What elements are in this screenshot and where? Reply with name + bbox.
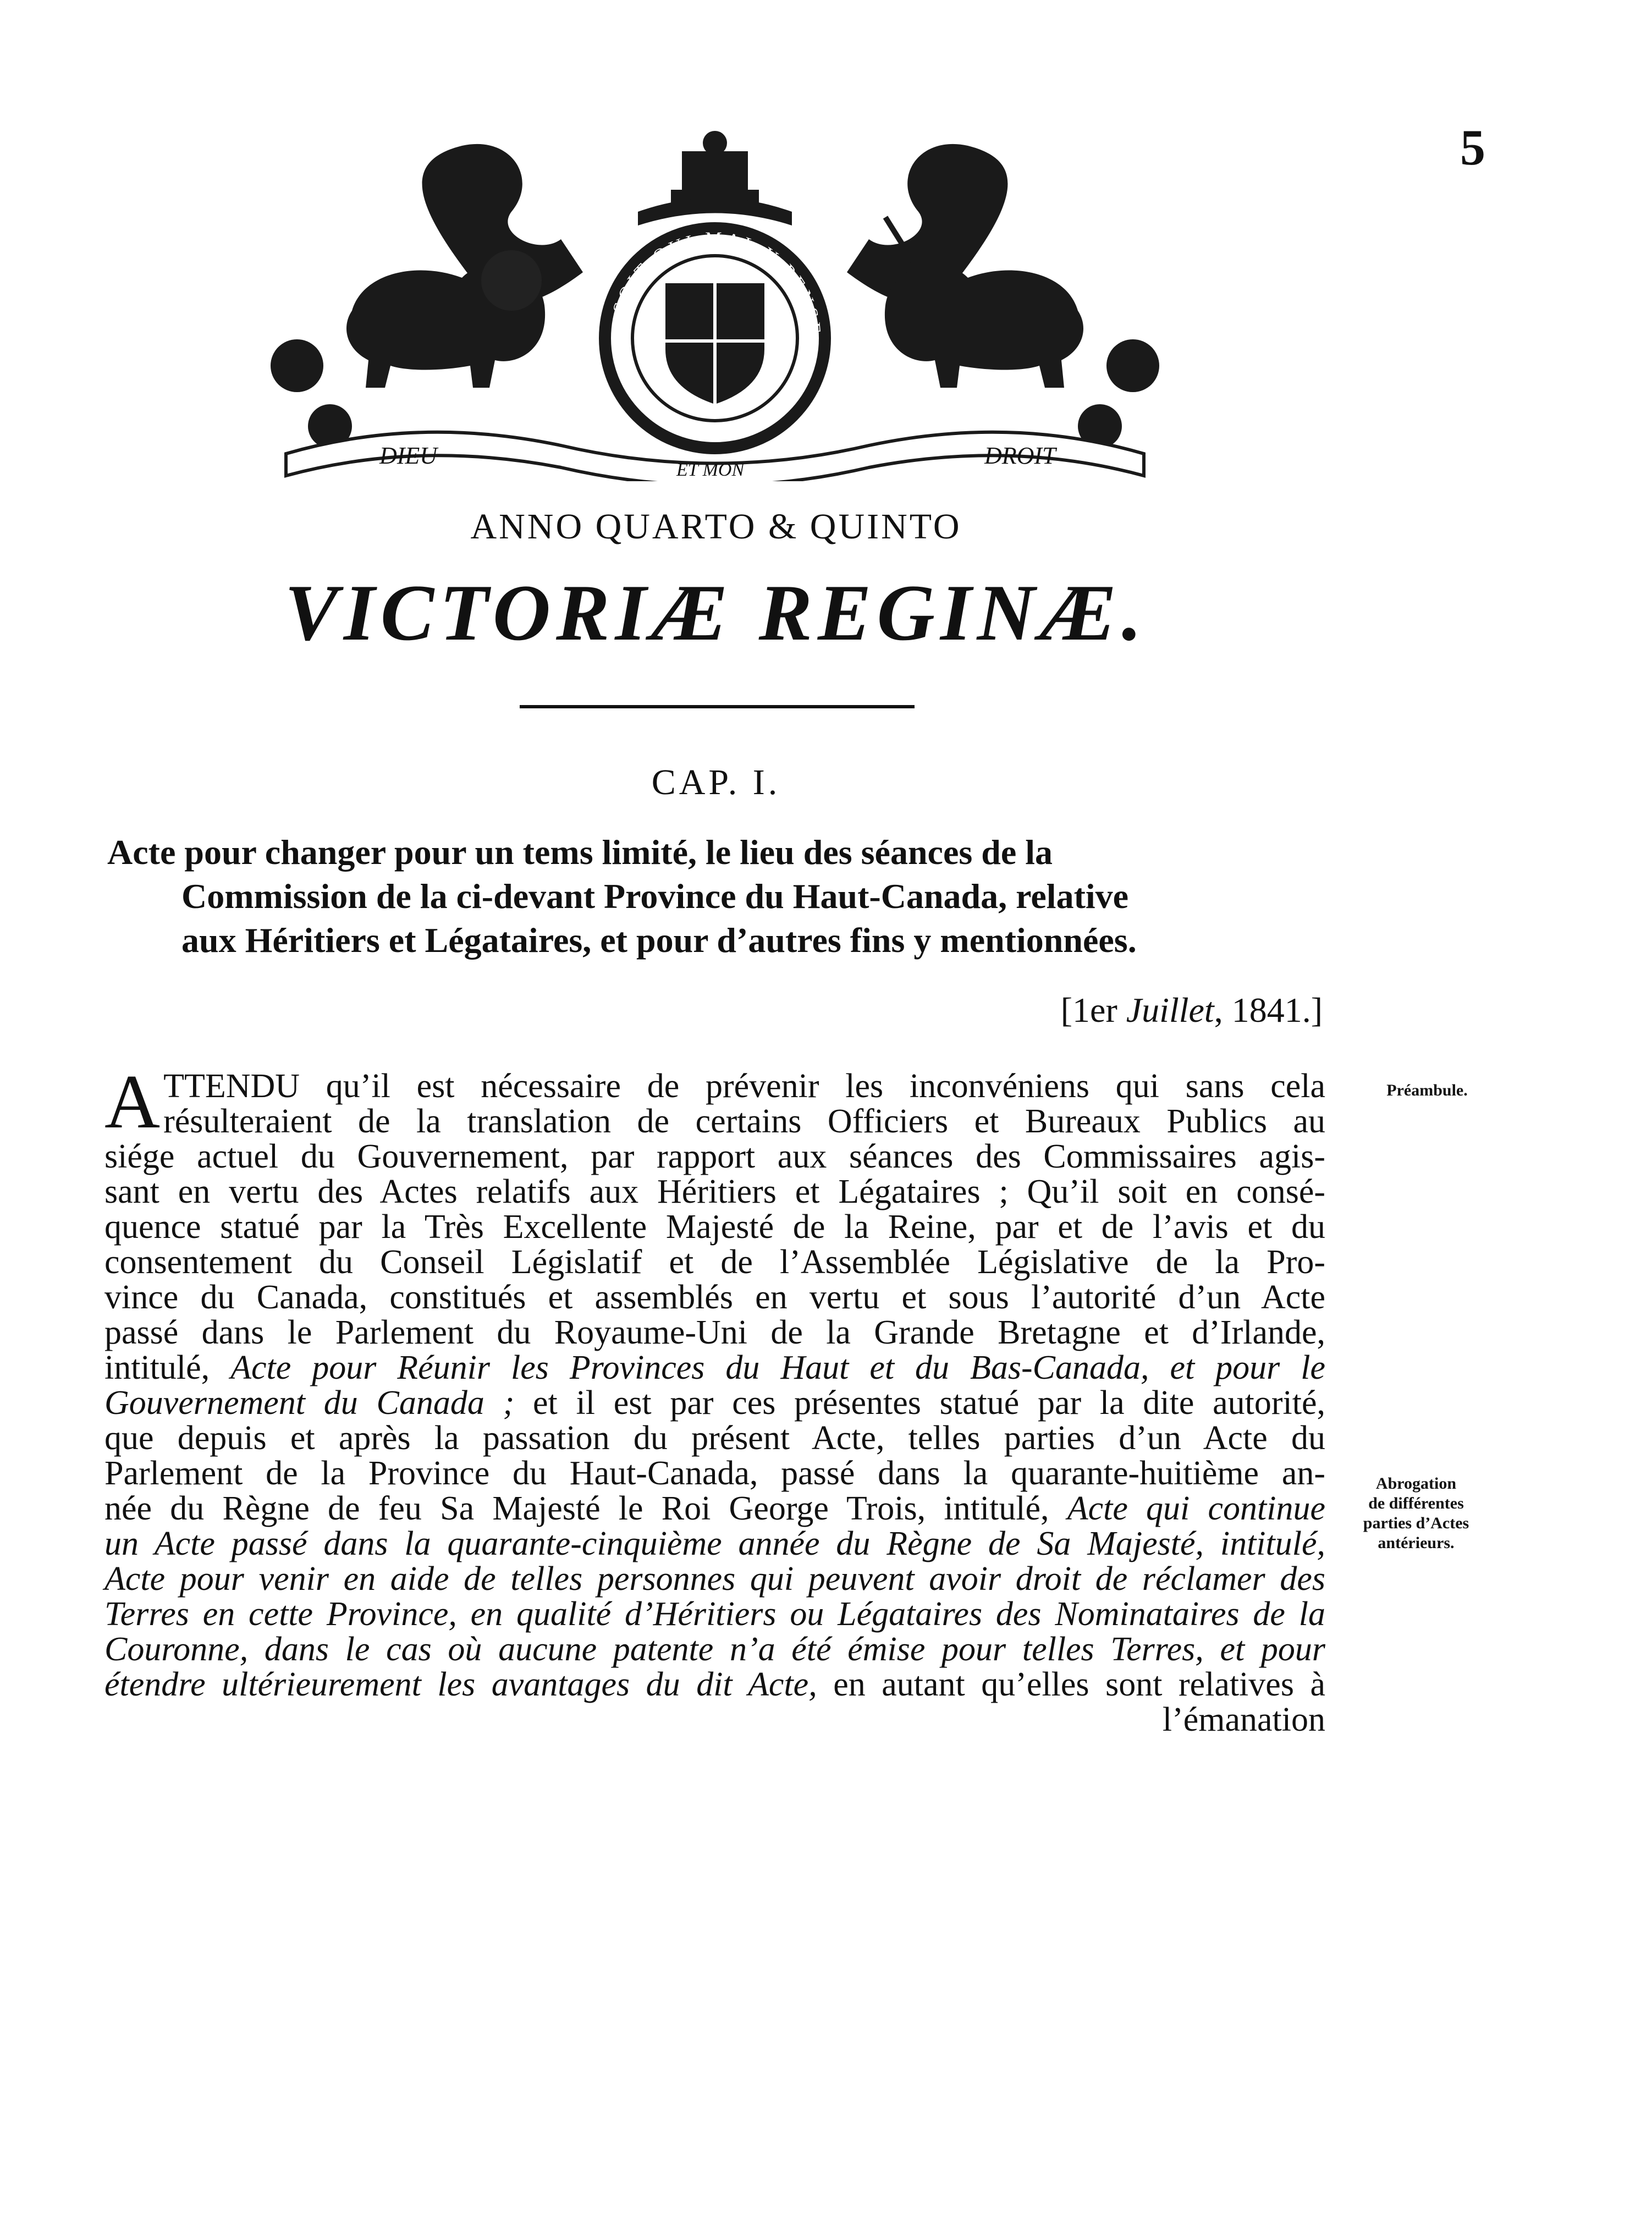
page-number: 5 [1460, 119, 1485, 175]
act-title-line: Acte pour changer pour un tems limité, le lieu des séances de la [107, 833, 1053, 872]
text-line: que depuis et après la passation du présent Acte, telles parties d’un Acte du [104, 1419, 1325, 1457]
text-segment-italic: un Acte passé dans la quarante-cinquième année du Règne de Sa Majesté, intitulé, [104, 1525, 1325, 1562]
text-segment-italic: Gouvernement du Canada ; [104, 1384, 515, 1422]
text-segment-italic: Acte pour venir en aide de telles personnes qui peuvent avoir droit de réclamer des [104, 1560, 1325, 1598]
text-segment-italic: étendre ultérieurement les avantages du dit Acte, [104, 1666, 817, 1703]
date-year: , 1841.] [1214, 990, 1323, 1030]
shield-icon [605, 228, 825, 448]
date-month: Juillet [1126, 990, 1214, 1030]
text-segment: en autant qu’elles sont relatives à [817, 1666, 1325, 1703]
text-segment-italic: Couronne, dans le cas où aucune patente n’a été émise pour telles Terres, et pour [104, 1631, 1325, 1668]
text-line: Parlement de la Province du Haut-Canada, passé dans la quarante-huitième an- [104, 1455, 1325, 1492]
text-segment-italic: Terres en cette Province, en qualité d’Héritiers ou Légataires des Nominataires de la [104, 1595, 1325, 1633]
text-line [104, 1597, 1325, 1632]
anno-heading: ANNO QUARTO & QUINTO [470, 507, 962, 547]
text-line [104, 1350, 1325, 1385]
text-segment-italic: Acte qui continue [1067, 1490, 1325, 1527]
act-title [107, 830, 1328, 962]
drop-cap: A [104, 1059, 161, 1144]
act-date [825, 990, 1323, 1031]
margin-note-line: Abrogation [1375, 1474, 1457, 1493]
margin-note-abrogation [1336, 1474, 1496, 1553]
text-line [104, 1385, 1325, 1421]
text-line [104, 1526, 1325, 1561]
text-line: résulteraient de la translation de certains Officiers et Bureaux Publics au [163, 1103, 1325, 1140]
text-segment-italic: Acte pour Réunir les Provinces du Haut et du Bas-Canada, et pour le [230, 1349, 1325, 1386]
text-line [104, 1667, 1325, 1702]
scroll-left-text: DIEU [379, 442, 438, 469]
text-segment: intitulé, [104, 1349, 231, 1386]
text-line: sant en vertu des Actes relatifs aux Héritiers et Légataires ; Qu’il soit en consé- [104, 1173, 1325, 1210]
date-day: [1er [1060, 990, 1126, 1030]
scroll-center-text: ET MON [676, 460, 745, 480]
text-line [104, 1491, 1325, 1526]
title-divider [520, 705, 915, 708]
text-line: consentement du Conseil Législatif et de l’Assemblée Législative de la Pro- [104, 1243, 1325, 1281]
text-segment: et il est par ces présentes statué par la dite autorité, [514, 1384, 1325, 1422]
margin-note-line: parties d’Actes [1363, 1514, 1469, 1532]
lion-icon [346, 250, 545, 388]
text-segment: née du Règne de feu Sa Majesté le Roi George Trois, intitulé, [104, 1490, 1067, 1527]
text-line: vince du Canada, constitués et assemblés en vertu et sous l’autorité d’un Acte [104, 1279, 1325, 1316]
catchword: l’émanation [1162, 1701, 1325, 1738]
act-title-line: aux Héritiers et Légataires, et pour d’autres fins y mentionnées. [181, 921, 1137, 960]
text-line: TTENDU qu’il est nécessaire de prévenir les inconvéniens qui sans cela [163, 1067, 1325, 1105]
margin-note-line: de différentes [1368, 1494, 1464, 1512]
act-title-line: Commission de la ci-devant Province du Haut-Canada, relative [181, 877, 1129, 916]
scroll-right-text: DROIT [984, 442, 1056, 469]
margin-note-preamble: Préambule. [1386, 1081, 1468, 1099]
margin-note-line: antérieurs. [1378, 1534, 1455, 1552]
text-line [104, 1632, 1325, 1667]
text-line: passé dans le Parlement du Royaume-Uni de la Grande Bretagne et d’Irlande, [104, 1314, 1325, 1351]
garter-motto: SOIT QUI MAL Y PENSE [609, 229, 825, 338]
royal-coat-of-arms [253, 129, 1177, 481]
chapter-number: CAP. I. [651, 762, 781, 802]
preamble-text [104, 1059, 1325, 1738]
crown-icon [638, 131, 792, 225]
text-line: siége actuel du Gouvernement, par rapport aux séances des Commissaires agis- [104, 1138, 1325, 1175]
regnal-title: VICTORIÆ REGINÆ. [284, 568, 1148, 657]
text-line [104, 1561, 1325, 1597]
text-line: quence statué par la Très Excellente Majesté de la Reine, par et de l’avis et du [104, 1208, 1325, 1246]
